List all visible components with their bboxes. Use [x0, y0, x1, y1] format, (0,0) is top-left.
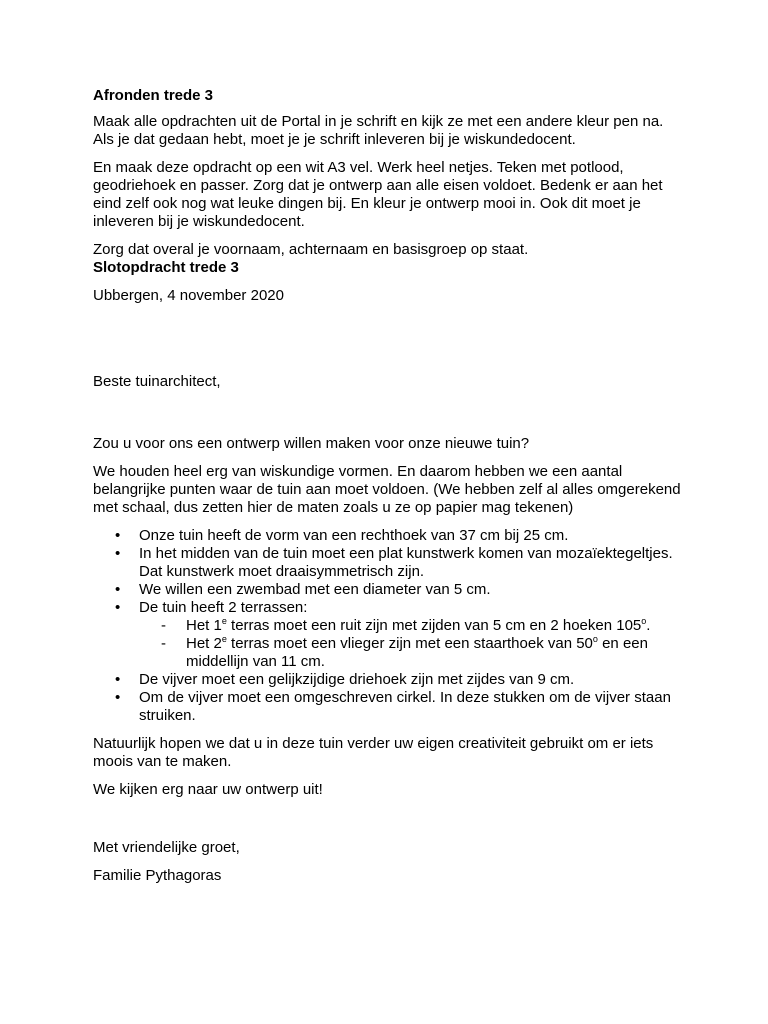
paragraph-instructions-name: Zorg dat overal je voornaam, achternaam en basisgroep op staat.: [93, 241, 529, 258]
list-item: [93, 545, 683, 581]
bullet-icon: •: [115, 689, 121, 706]
sublist-item-text: Het 2e terras moet een vlieger zijn met een staarthoek van 50$^o$ en een middellijn van 11 cm.: [186, 634, 648, 670]
sublist-item: [139, 617, 683, 635]
sublist-item-text: Het 1e terras moet een ruit zijn met zijden van 5 cm en 2 hoeken 105$^o$.: [186, 616, 651, 634]
bullet-icon: •: [115, 671, 121, 688]
bullet-icon: •: [115, 581, 121, 598]
dash-icon: -: [161, 617, 166, 634]
section-heading-slotopdracht: Slotopdracht trede 3: [93, 259, 239, 276]
bullet-icon: •: [115, 527, 121, 544]
list-item-text: De tuin heeft 2 terrassen:: [139, 599, 308, 616]
terrace-sublist: [139, 617, 683, 671]
letter-place-date: Ubbergen, 4 november 2020: [93, 287, 284, 304]
sublist-item: [139, 635, 683, 671]
list-item-text: Onze tuin heeft de vorm van een rechthoek van 37 cm bij 25 cm.: [139, 527, 569, 544]
bullet-icon: •: [115, 599, 121, 616]
list-item: [93, 689, 683, 725]
list-item-text: In het midden van de tuin moet een plat kunstwerk komen van mozaïektegeltjes. Dat kunstwerk moet draaisymmetrisch zijn.: [139, 545, 673, 580]
letter-closing-creativity: Natuurlijk hopen we dat u in deze tuin verder uw eigen creativiteit gebruikt om er iets moois van te maken.: [93, 735, 654, 770]
letter-greeting: Met vriendelijke groet,: [93, 839, 240, 856]
paragraph-instructions-a3: En maak deze opdracht op een wit A3 vel. Werk heel netjes. Teken met potlood, geodriehoek en passer. Zorg dat je ontwerp aan alle eisen voldoet. Bedenk er aan het eind zelf ook nog wat leuke dingen bij. En kleur je ontwerp mooi in. Ook dit moet je inleveren bij je wiskundedocent.: [93, 159, 663, 230]
list-item-text: Om de vijver moet een omgeschreven cirkel. In deze stukken om de vijver staan struiken.: [139, 689, 671, 724]
list-item: [93, 671, 683, 689]
section-heading-afronden: Afronden trede 3: [93, 87, 214, 104]
letter-salutation: Beste tuinarchitect,: [93, 373, 221, 390]
paragraph-instructions-portal: Maak alle opdrachten uit de Portal in je schrift en kijk ze met een andere kleur pen na. Als je dat gedaan hebt, moet je je schrift inleveren bij je wiskundedocent.: [93, 113, 664, 148]
letter-signature: Familie Pythagoras: [93, 867, 222, 884]
list-item-text: We willen een zwembad met een diameter van 5 cm.: [139, 581, 491, 598]
list-item: [93, 599, 683, 671]
document-body: [93, 87, 683, 885]
requirements-list: [93, 527, 683, 725]
dash-icon: -: [161, 635, 166, 652]
letter-intro: We houden heel erg van wiskundige vormen. En daarom hebben we een aantal belangrijke punten waar de tuin aan moet voldoen. (We hebben zelf al alles omgerekend met schaal, dus zetten hier de maten zoals u ze op papier mag tekenen): [93, 463, 681, 516]
bullet-icon: •: [115, 545, 121, 562]
list-item: [93, 581, 683, 599]
list-item: [93, 527, 683, 545]
list-item-text: De vijver moet een gelijkzijdige driehoek zijn met zijdes van 9 cm.: [139, 671, 575, 688]
letter-question: Zou u voor ons een ontwerp willen maken voor onze nieuwe tuin?: [93, 435, 530, 452]
letter-closing-lookforward: We kijken erg naar uw ontwerp uit!: [93, 781, 323, 798]
